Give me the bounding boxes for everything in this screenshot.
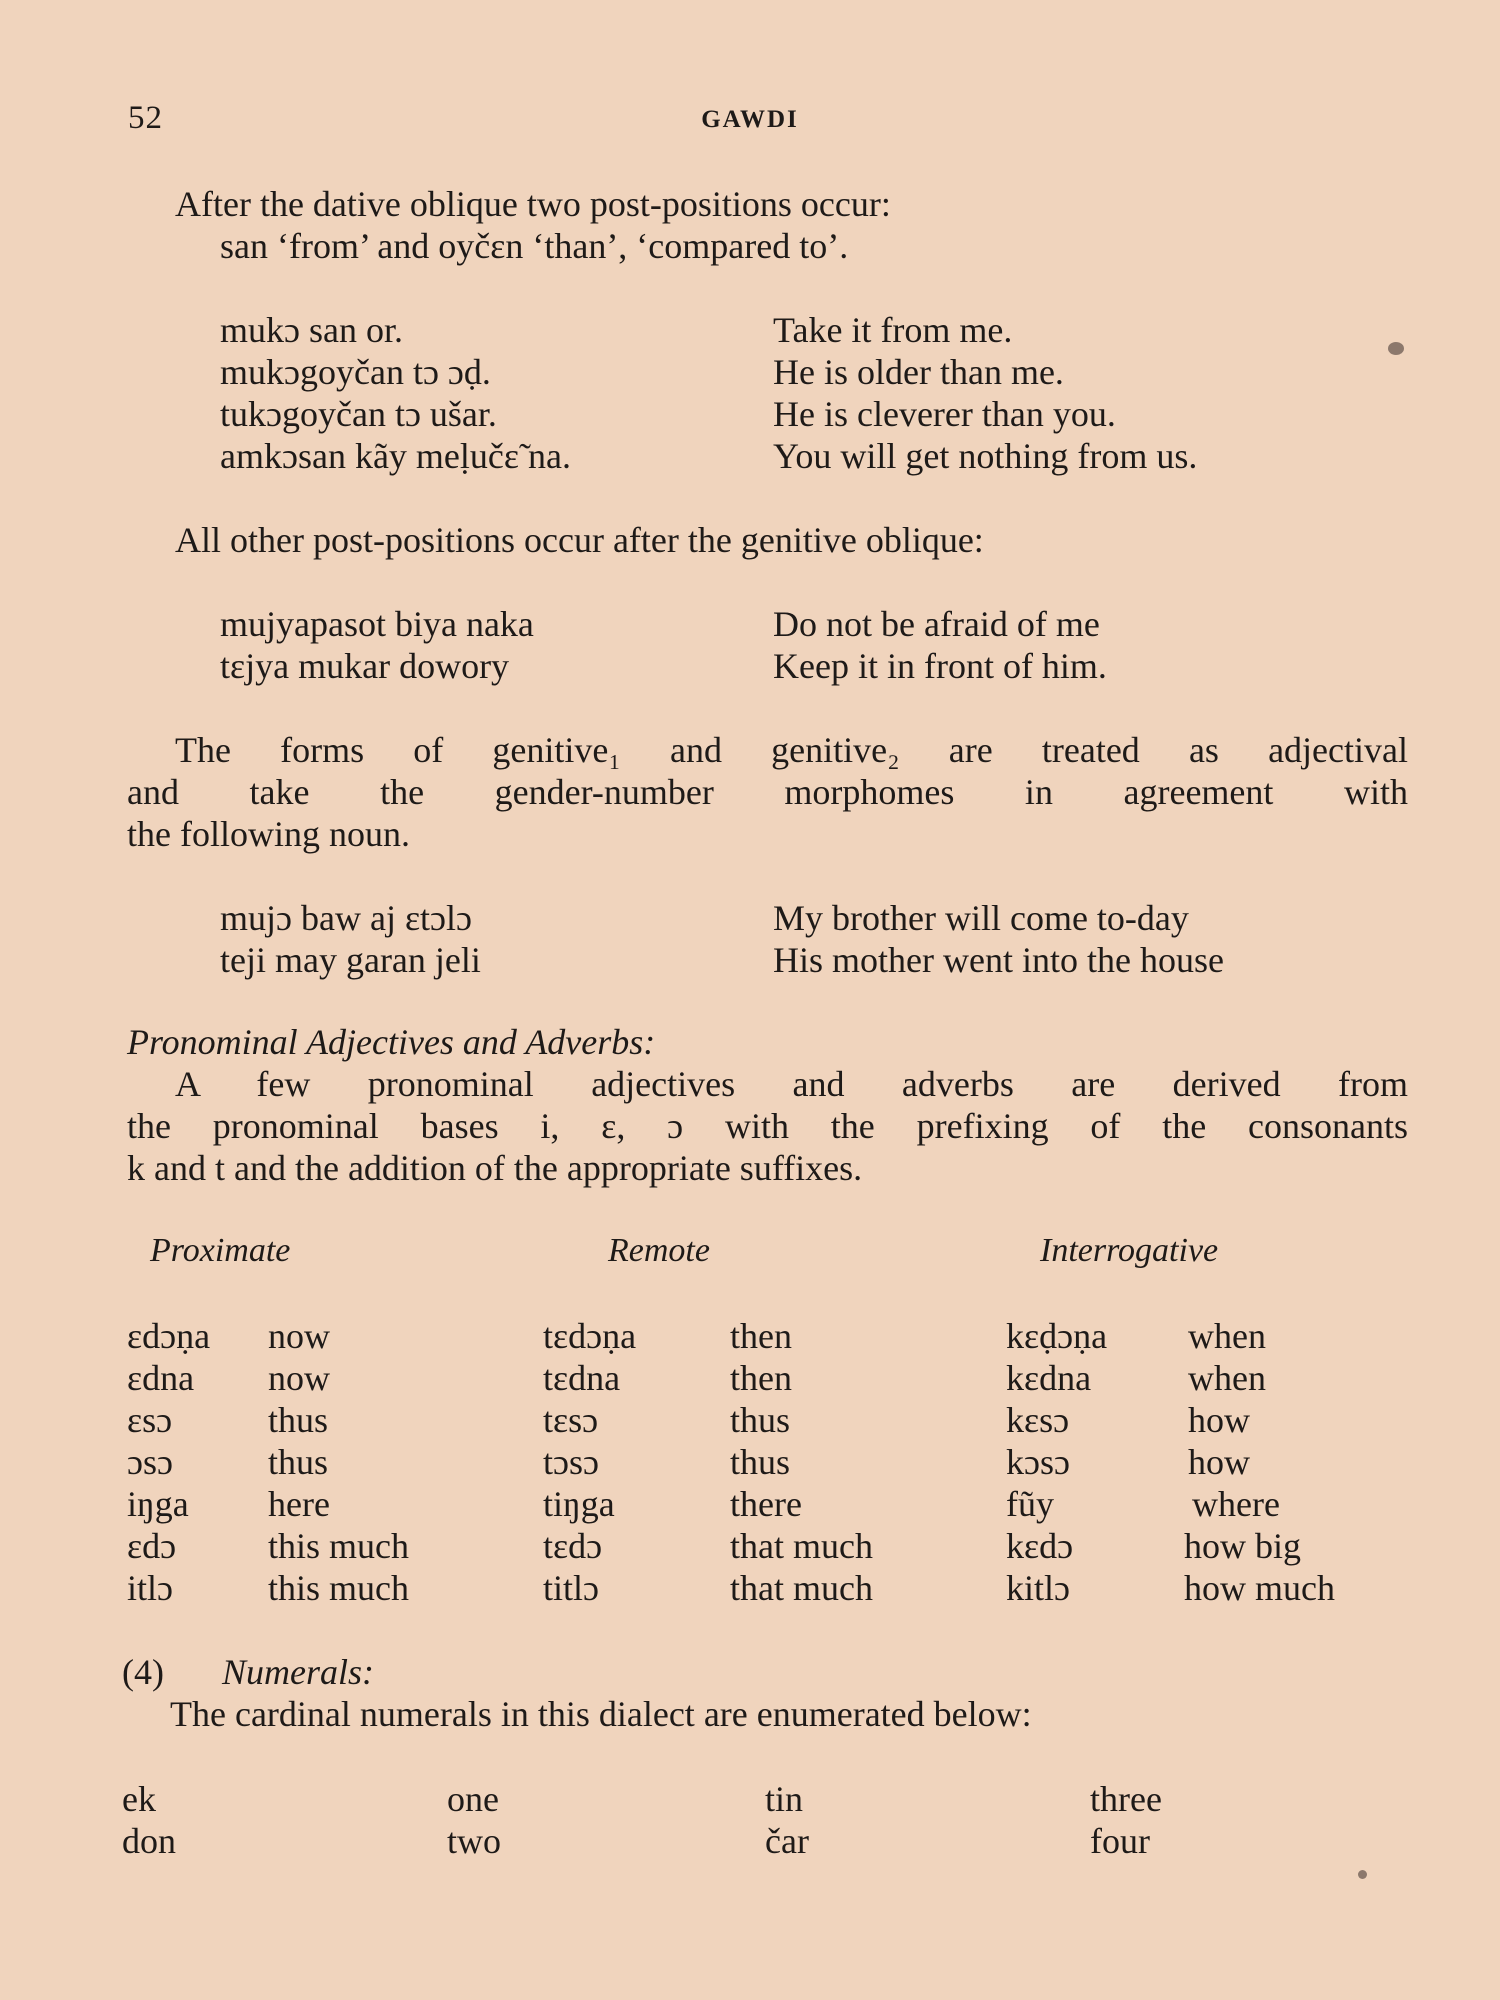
table-cell: this much	[268, 1568, 409, 1608]
table-cell: kɔsɔ	[1006, 1442, 1070, 1482]
table-cell: how	[1188, 1442, 1250, 1482]
numeral-cell: one	[447, 1779, 499, 1819]
example-gawdi: tukɔgoyčan tɔ ušar.	[220, 394, 497, 434]
example-gloss: Keep it in front of him.	[773, 646, 1107, 686]
table-cell: thus	[730, 1400, 791, 1440]
example-gawdi: mujɔ baw aj ɛtɔlɔ	[220, 898, 473, 938]
table-cell: tɛsɔ	[543, 1400, 599, 1440]
example-gawdi: mukɔgoyčan tɔ ɔḍ.	[220, 352, 491, 392]
example-gloss: His mother went into the house	[773, 940, 1224, 980]
table-cell: ɔsɔ	[127, 1442, 173, 1482]
example-gloss: He is older than me.	[773, 352, 1064, 392]
running-head: GAWDI	[701, 106, 799, 133]
table-cell: kɛdɔ	[1006, 1526, 1074, 1566]
table-cell: ɛdna	[127, 1358, 195, 1398]
table-cell: then	[730, 1358, 792, 1398]
numeral-cell: ek	[122, 1779, 156, 1819]
table-cell: kɛḍɔṇa	[1006, 1316, 1108, 1356]
table-cell: titlɔ	[543, 1568, 599, 1608]
table-cell: how much	[1184, 1568, 1335, 1608]
example-gawdi: teji may garan jeli	[220, 940, 481, 980]
para1-line2: san ‘from’ and oyčɛn ‘than’, ‘compared to’.	[220, 226, 849, 266]
table-cell: thus	[730, 1442, 791, 1482]
paper-speck	[1388, 342, 1404, 355]
table-cell: there	[730, 1484, 802, 1524]
table-cell: now	[268, 1358, 330, 1398]
table-header-remote: Remote	[608, 1232, 710, 1269]
numeral-cell: čar	[765, 1821, 809, 1861]
table-cell: tɔsɔ	[543, 1442, 599, 1482]
table-cell: thus	[268, 1400, 329, 1440]
table-cell: ɛsɔ	[127, 1400, 173, 1440]
example-gloss: He is cleverer than you.	[773, 394, 1116, 434]
para3-line3: the following noun.	[127, 814, 410, 854]
table-cell: itlɔ	[127, 1568, 173, 1608]
table-cell: thus	[268, 1442, 329, 1482]
table-cell: when	[1188, 1316, 1266, 1356]
para2: All other post-positions occur after the genitive oblique:	[175, 520, 984, 560]
numeral-cell: three	[1090, 1779, 1162, 1819]
numeral-cell: two	[447, 1821, 501, 1861]
example-gawdi: mukɔ san or.	[220, 310, 403, 350]
table-cell: this much	[268, 1526, 409, 1566]
table-cell: how	[1188, 1400, 1250, 1440]
example-gloss: Do not be afraid of me	[773, 604, 1100, 644]
numeral-cell: don	[122, 1821, 176, 1861]
table-cell: kɛsɔ	[1006, 1400, 1070, 1440]
table-cell: kitlɔ	[1006, 1568, 1070, 1608]
numerals-intro: The cardinal numerals in this dialect are enumerated below:	[170, 1694, 1032, 1734]
page-number: 52	[128, 100, 163, 136]
example-gawdi: mujyapasot biya naka	[220, 604, 534, 644]
para1-line1: After the dative oblique two post-positions occur:	[175, 184, 891, 224]
example-gawdi: amkɔsan kãy meḷučɛ̃ na.	[220, 436, 571, 476]
table-cell: that much	[730, 1526, 873, 1566]
table-cell: tɛdɔ	[543, 1526, 603, 1566]
table-cell: when	[1188, 1358, 1266, 1398]
table-cell: where	[1192, 1484, 1280, 1524]
pronominal-line2: the pronominal bases i, ɛ, ɔ with the prefixing of the consonants	[127, 1106, 1408, 1146]
para3-line1: The forms of genitive₁ and genitive₂ are treated as adjectival	[175, 730, 1408, 770]
table-cell: tɛdɔṇa	[543, 1316, 637, 1356]
table-cell: iŋga	[127, 1484, 189, 1524]
table-cell: how big	[1184, 1526, 1301, 1566]
para3-line2: and take the gender-number morphomes in agreement with	[127, 772, 1408, 812]
table-cell: ɛdɔṇa	[127, 1316, 211, 1356]
table-cell: tiŋga	[543, 1484, 615, 1524]
example-gloss: You will get nothing from us.	[773, 436, 1198, 476]
paper-speck	[1358, 1870, 1367, 1879]
numeral-cell: four	[1090, 1821, 1150, 1861]
table-cell: kɛdna	[1006, 1358, 1092, 1398]
section-number: (4)	[122, 1652, 164, 1692]
section-heading-numerals: Numerals:	[222, 1652, 374, 1692]
example-gloss: My brother will come to-day	[773, 898, 1189, 938]
example-gloss: Take it from me.	[773, 310, 1013, 350]
pronominal-line1: A few pronominal adjectives and adverbs are derived from	[175, 1064, 1408, 1104]
table-cell: tɛdna	[543, 1358, 621, 1398]
table-cell: here	[268, 1484, 330, 1524]
numeral-cell: tin	[765, 1779, 804, 1819]
table-header-interrogative: Interrogative	[1040, 1232, 1219, 1269]
table-cell: fũy	[1006, 1484, 1054, 1524]
example-gawdi: tɛjya mukar dowory	[220, 646, 510, 686]
pronominal-line3: k and t and the addition of the appropriate suffixes.	[127, 1148, 863, 1188]
table-cell: that much	[730, 1568, 873, 1608]
section-heading-pronominal: Pronominal Adjectives and Adverbs:	[127, 1022, 656, 1062]
table-cell: now	[268, 1316, 330, 1356]
table-header-proximate: Proximate	[150, 1232, 291, 1269]
table-cell: then	[730, 1316, 792, 1356]
table-cell: ɛdɔ	[127, 1526, 177, 1566]
